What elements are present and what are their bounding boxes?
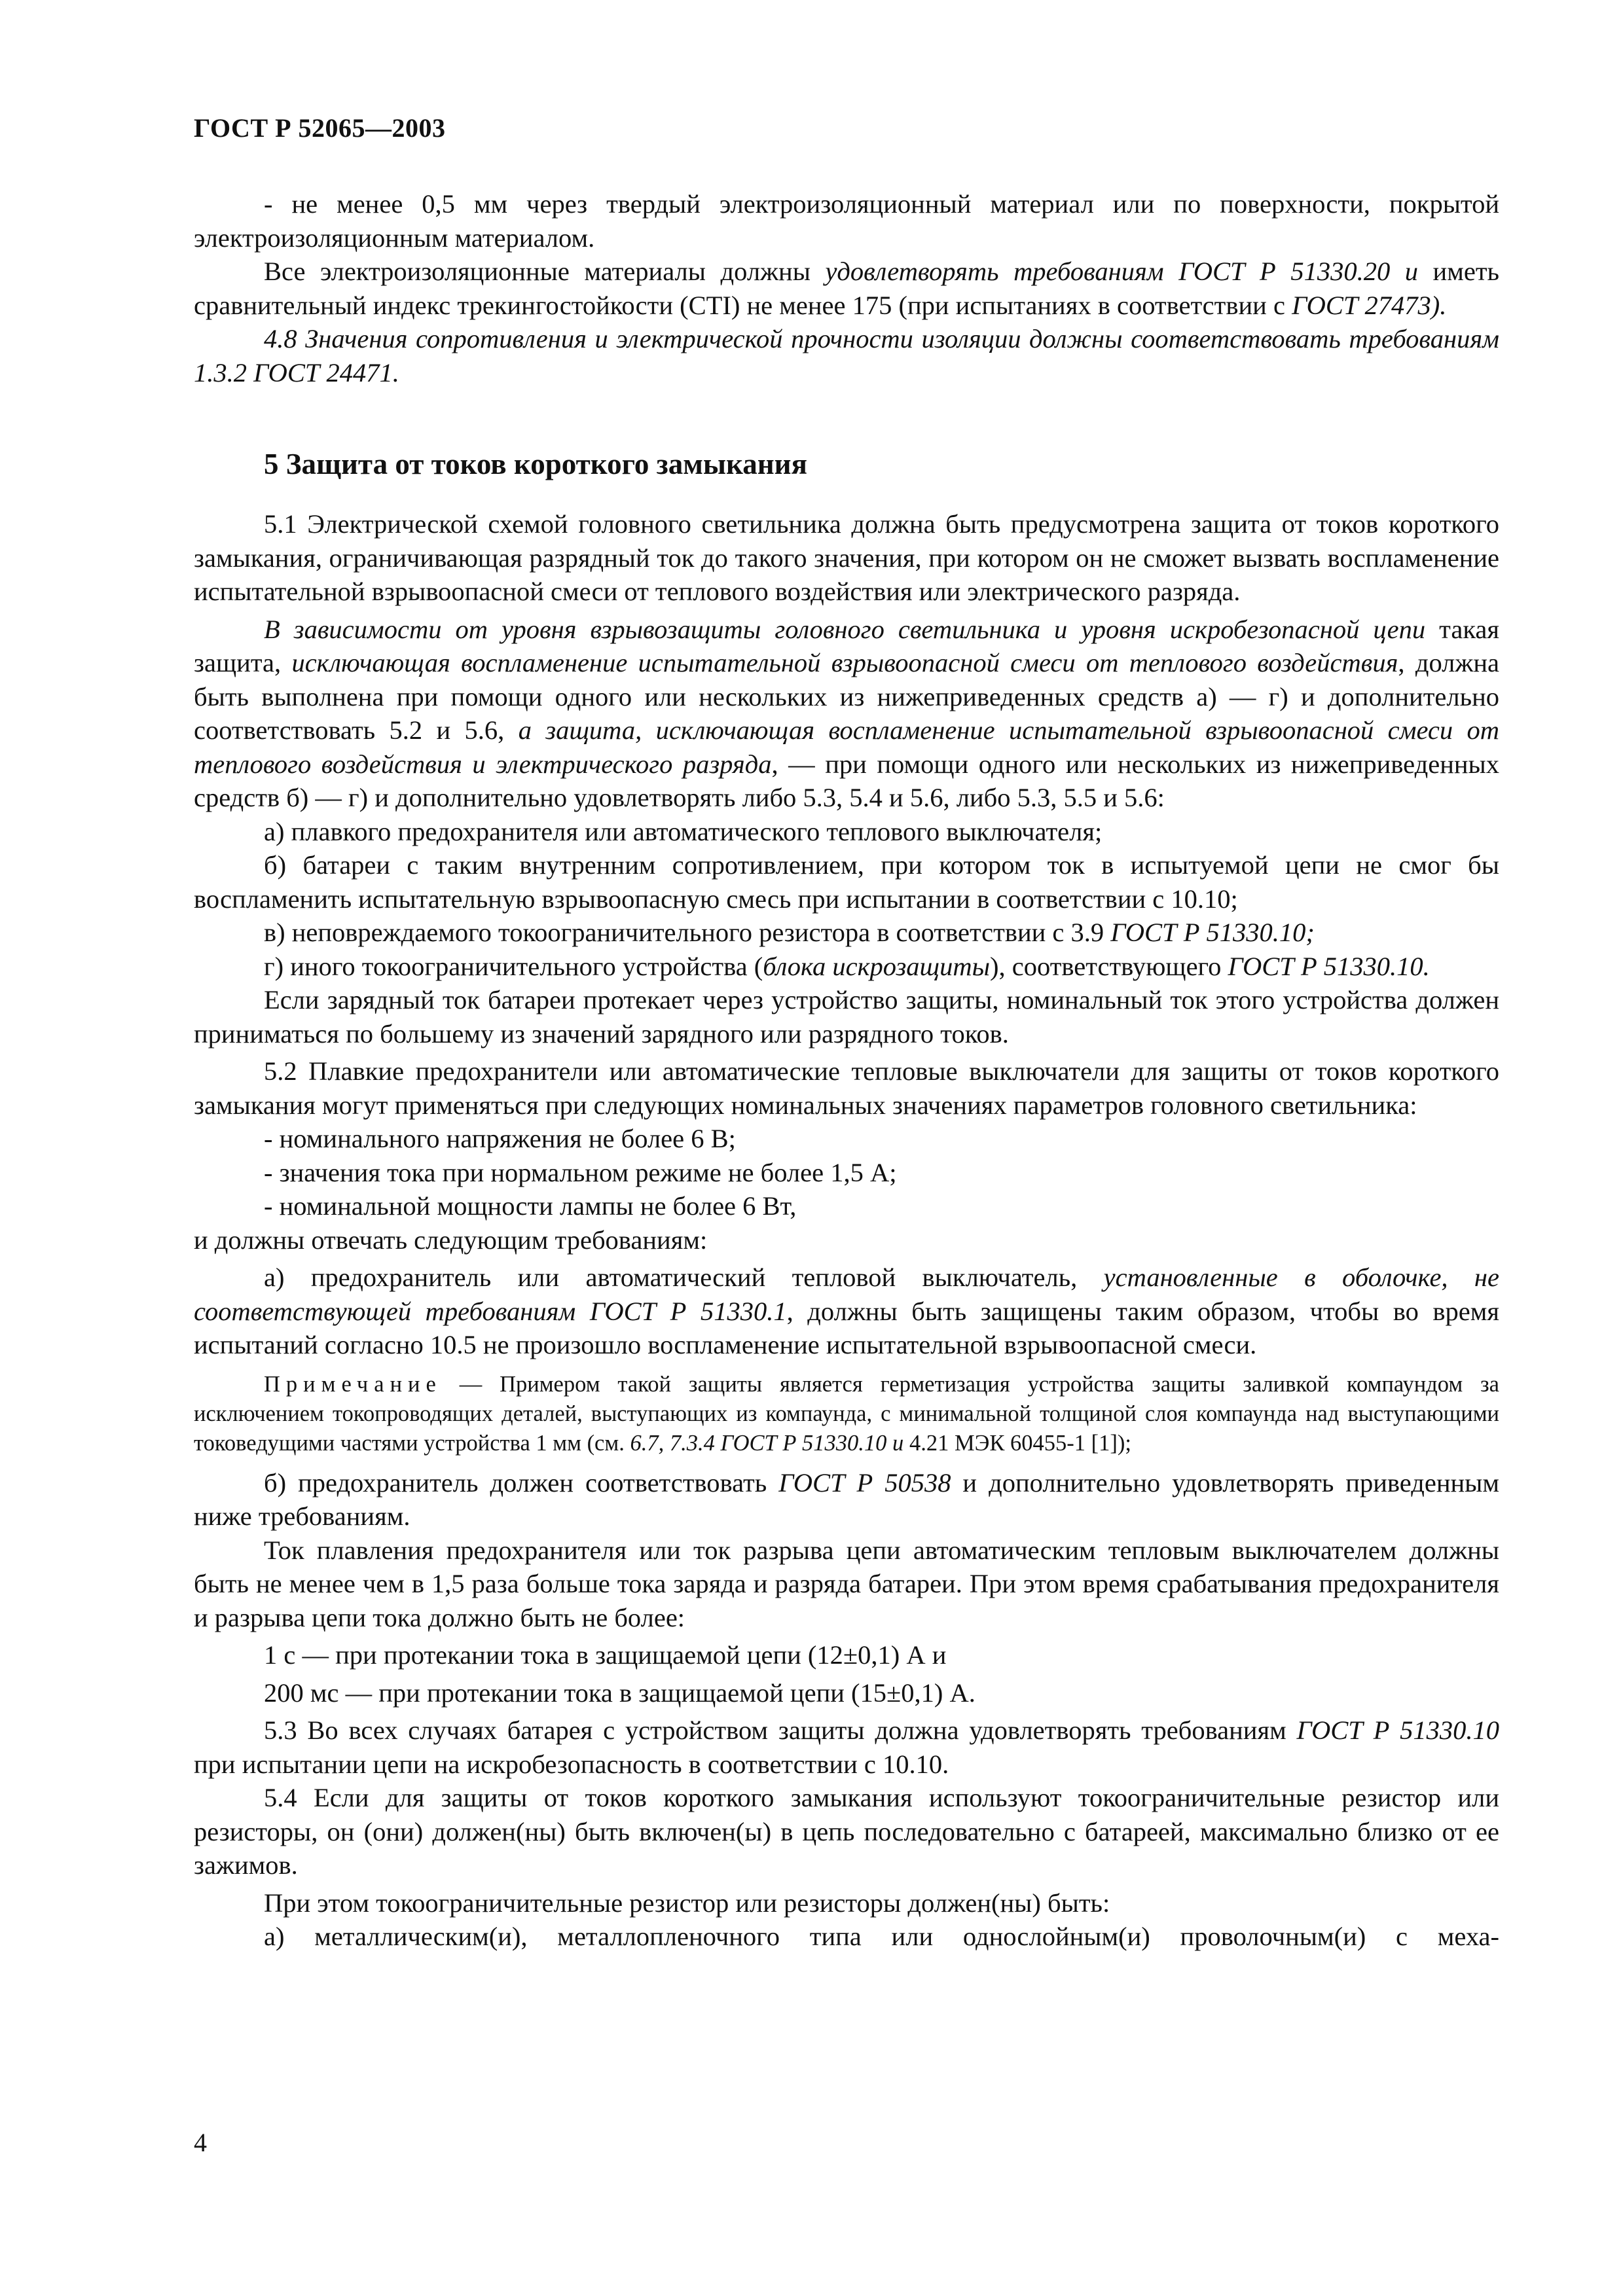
text-run: иметь сравнительный индекс трекингостойкости (CTI) не менее 175 (при испытаниях в соответствии с — [194, 257, 1499, 320]
paragraph-insulation-tail — [194, 187, 1499, 255]
requirement-a — [194, 1261, 1499, 1362]
paragraph-protection-levels — [194, 613, 1499, 815]
paragraph-text: - не менее 0,5 мм через твердый электроизоляционный материал или по поверхности, покрытой электроизоляционным материалом. — [194, 189, 1499, 253]
text-run: ), соответствующего — [990, 951, 1228, 981]
paragraph-5-2: 5.2 Плавкие предохранители или автоматические тепловые выключатели для защиты от токов короткого замыкания могут применяться при следующих номинальных значениях параметров головного светильника: — [194, 1056, 1499, 1120]
dash-item: - номинальной мощности лампы не более 6 Вт, — [264, 1191, 797, 1221]
text-run: — Примером такой защиты является герметизация устройства защиты заливкой компаундом за исключением токопроводящих деталей, выступающих из компаунда, с минимальной толщиной слоя компаунда над выступающими токоведущими частями устройства 1 мм (см. — [194, 1371, 1499, 1456]
italic-text-run: В зависимости от уровня взрывозащиты головного светильника и уровня искробезопасной цепи — [264, 614, 1426, 644]
italic-text-run: исключающая воспламенение испытательной взрывоопасной смеси от теплового воздействия — [291, 648, 1398, 677]
paragraph-resistors: При этом токоограничительные резистор или резисторы должен(ны) быть: — [264, 1888, 1110, 1918]
italic-text-run: блока искрозащиты — [763, 951, 991, 981]
spacer — [194, 1362, 1499, 1370]
text-run: при испытании цепи на искробезопасность в соответствии с 10.10. — [194, 1749, 949, 1779]
text-run: такая защита, — [194, 614, 1499, 677]
text-run: , должны быть защищены таким образом, чтобы во время испытаний согласно 10.5 не произошло воспламенение испытательной взрывоопасной смеси. — [194, 1296, 1499, 1359]
time-limit-item: 200 мс — при протекании тока в защищаемой цепи (15±0,1) А. — [264, 1677, 976, 1708]
italic-text-run: ГОСТ Р 51330.10. — [1228, 951, 1430, 981]
italic-text-run: ГОСТ 27473). — [1292, 290, 1447, 320]
italic-text-run: а защита, исключающая воспламенение испытательной взрывоопасной смеси от теплового воздействия и электрического разряда — [194, 715, 1500, 779]
paragraph-requirements-intro: и должны отвечать следующим требованиям: — [194, 1225, 708, 1255]
paragraph-5-4: 5.4 Если для защиты от токов короткого замыкания используют токоограничительные резистор или резисторы, он (они) должен(ны) быть включен(ы) в цепь последовательно с батареей, максимально близко от ее зажимов. — [194, 1783, 1499, 1880]
list-item-v — [194, 916, 1499, 950]
list-item-g — [194, 950, 1499, 984]
italic-text-run: ГОСТ Р 51330.10; — [1110, 918, 1315, 947]
list-item-a: а) плавкого предохранителя или автоматического теплового выключателя; — [264, 816, 1103, 846]
italic-text-run: 6.7, 7.3.4 ГОСТ Р 51330.10 и — [630, 1430, 904, 1456]
dash-item: - номинального напряжения не более 6 В; — [264, 1124, 736, 1153]
text-run: г) иного токоограничительного устройства ( — [264, 951, 763, 981]
paragraph-5-1: 5.1 Электрической схемой головного светильника должна быть предусмотрена защита от токов короткого замыкания, ограничивающая разрядный ток до такого значения, при котором он не сможет вызвать воспламенение испытательной взрывоопасной смеси от теплового воздействия или электрического разряда. — [194, 509, 1499, 606]
list-item-b: б) батареи с таким внутренним сопротивлением, при котором ток в испытуемой цепи не смог бы воспламенить испытательную взрывоопасную смесь при испытании в соответствии с 10.10; — [194, 850, 1499, 914]
paragraph-5-3 — [194, 1713, 1499, 1781]
text-run: 5.3 Во всех случаях батарея с устройством защиты должна удовлетворять требованиям — [264, 1715, 1297, 1745]
document-body — [194, 187, 1499, 1954]
text-run: а) предохранитель или автоматический тепловой выключатель, — [264, 1263, 1104, 1292]
section-heading: 5 Защита от токов короткого замыкания — [264, 448, 807, 480]
paragraph-4-8 — [194, 322, 1499, 389]
text-run: , — при помощи одного или нескольких из нижеприведенных средств б) — г) и дополнительно удовлетворять либо 5.3, 5.4 и 5.6, либо 5.3, 5.5 и 5.6: — [194, 749, 1500, 812]
text-run: Все электроизоляционные материалы должны — [264, 257, 826, 286]
italic-text-run: ГОСТ Р 50538 — [778, 1467, 951, 1498]
italic-text-run: установленные в оболочке, не соответствующей требованиям ГОСТ Р 51330.1 — [194, 1263, 1499, 1326]
time-limit-item: 1 с — при протекании тока в защищаемой цепи (12±0,1) А и — [264, 1640, 947, 1670]
paragraph-charge-current: Если зарядный ток батареи протекает через устройство защиты, номинальный ток этого устройства должен приниматься по большему из значений зарядного или разрядного токов. — [194, 985, 1499, 1049]
text-run: и дополнительно удовлетворять приведенным ниже требованиям. — [194, 1467, 1500, 1531]
text-run: б) предохранитель должен соответствовать — [264, 1467, 779, 1498]
spacer — [194, 1458, 1499, 1466]
document-header: ГОСТ Р 52065—2003 — [194, 113, 446, 143]
text-run: , должна быть выполнена при помощи одного или нескольких из нижеприведенных средств а) — г) и дополнительно соответствовать 5.2 и 5.6, — [194, 648, 1499, 745]
paragraph-melting-current: Ток плавления предохранителя или ток разрыва цепи автоматическим тепловым выключателем должны быть не менее чем в 1,5 раза больше тока заряда и разряда батареи. При этом время срабатывания предохранителя и разрыва цепи тока должно быть не более: — [194, 1535, 1499, 1632]
note-block — [194, 1370, 1499, 1458]
italic-text-run: удовлетворять требованиям ГОСТ Р 51330.20 и — [825, 257, 1418, 286]
text-run: в) неповреждаемого токоограничительного резистора в соответствии с 3.9 — [264, 918, 1111, 947]
resistor-item-a: а) металлическим(и), металлопленочного типа или однослойным(и) проволочным(и) с меха- — [264, 1922, 1499, 1951]
paragraph-insulation-materials — [194, 255, 1499, 322]
italic-text-run: ГОСТ Р 51330.10 — [1296, 1715, 1500, 1745]
italic-text-run: 4.8 Значения сопротивления и электрической прочности изоляции должны соответствовать требованиям 1.3.2 ГОСТ 24471. — [194, 324, 1499, 387]
text-run: 4.21 МЭК 60455-1 [1]); — [903, 1430, 1131, 1456]
note-label: Примечание — [264, 1371, 442, 1397]
requirement-b — [194, 1466, 1499, 1534]
dash-item: - значения тока при нормальном режиме не более 1,5 А; — [264, 1157, 897, 1187]
page-number: 4 — [194, 2128, 207, 2157]
